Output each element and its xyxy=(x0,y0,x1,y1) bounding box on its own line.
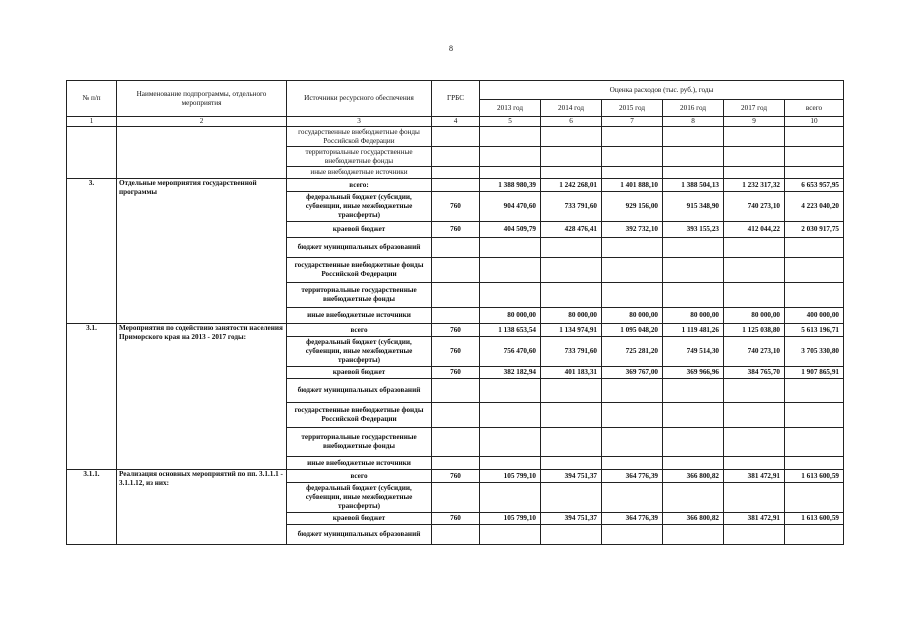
source-cell: иные внебюджетные источники xyxy=(287,457,432,470)
value-cell xyxy=(541,283,602,308)
value-cell xyxy=(663,379,724,403)
value-cell: 80 000,00 xyxy=(480,308,541,324)
source-cell: территориальные государственные внебюджетные фонды xyxy=(287,147,432,167)
value-cell xyxy=(785,258,844,283)
column-number: 10 xyxy=(785,117,844,127)
budget-table xyxy=(66,80,844,545)
value-cell xyxy=(724,403,785,428)
value-cell xyxy=(480,428,541,457)
source-cell: государственные внебюджетные фонды Российской Федерации xyxy=(287,127,432,147)
column-number: 2 xyxy=(117,117,287,127)
value-cell: 364 776,39 xyxy=(602,470,663,483)
value-cell: 1 134 974,91 xyxy=(541,324,602,337)
header-year: 2014 год xyxy=(541,100,602,117)
grbs-cell xyxy=(432,147,480,167)
value-cell xyxy=(480,379,541,403)
table-row xyxy=(67,470,844,483)
column-number: 3 xyxy=(287,117,432,127)
value-cell xyxy=(602,483,663,513)
source-cell: краевой бюджет xyxy=(287,367,432,379)
value-cell xyxy=(602,238,663,258)
item-name: Реализация основных мероприятий по пп. 3.1.1.1 - 3.1.1.12, из них: xyxy=(117,470,287,545)
item-number: 3.1.1. xyxy=(67,470,117,545)
value-cell: 740 273,10 xyxy=(724,337,785,367)
source-cell: иные внебюджетные источники xyxy=(287,167,432,179)
value-cell xyxy=(724,525,785,545)
value-cell xyxy=(541,483,602,513)
value-cell: 1 125 038,80 xyxy=(724,324,785,337)
value-cell xyxy=(663,283,724,308)
value-cell: 394 751,37 xyxy=(541,513,602,525)
source-cell: федеральный бюджет (субсидии, субвенции, иные межбюджетные трансферты) xyxy=(287,337,432,367)
value-cell xyxy=(602,379,663,403)
value-cell: 733 791,60 xyxy=(541,192,602,222)
source-cell: всего xyxy=(287,470,432,483)
value-cell xyxy=(724,457,785,470)
value-cell: 1 907 865,91 xyxy=(785,367,844,379)
value-cell: 3 705 330,80 xyxy=(785,337,844,367)
grbs-cell xyxy=(432,379,480,403)
grbs-cell xyxy=(432,457,480,470)
value-cell xyxy=(785,428,844,457)
item-number: 3. xyxy=(67,179,117,324)
value-cell xyxy=(602,525,663,545)
value-cell: 1 095 048,20 xyxy=(602,324,663,337)
value-cell xyxy=(602,283,663,308)
value-cell xyxy=(480,147,541,167)
value-cell: 915 348,90 xyxy=(663,192,724,222)
grbs-cell: 760 xyxy=(432,324,480,337)
value-cell: 393 155,23 xyxy=(663,222,724,238)
grbs-cell: 760 xyxy=(432,513,480,525)
value-cell xyxy=(663,483,724,513)
grbs-cell xyxy=(432,167,480,179)
value-cell xyxy=(724,379,785,403)
value-cell xyxy=(541,428,602,457)
value-cell: 904 470,60 xyxy=(480,192,541,222)
value-cell: 400 000,00 xyxy=(785,308,844,324)
grbs-cell xyxy=(432,258,480,283)
value-cell xyxy=(541,147,602,167)
value-cell xyxy=(785,147,844,167)
value-cell xyxy=(785,379,844,403)
value-cell xyxy=(480,403,541,428)
value-cell: 369 767,00 xyxy=(602,367,663,379)
value-cell xyxy=(663,428,724,457)
value-cell xyxy=(602,147,663,167)
value-cell: 6 653 957,95 xyxy=(785,179,844,192)
value-cell: 1 119 481,26 xyxy=(663,324,724,337)
header-sources: Источники ресурсного обеспечения xyxy=(287,81,432,117)
table-row xyxy=(67,179,844,192)
column-number: 1 xyxy=(67,117,117,127)
item-name: Отдельные мероприятия государственной программы xyxy=(117,179,287,324)
value-cell xyxy=(541,238,602,258)
value-cell: 1 401 888,10 xyxy=(602,179,663,192)
value-cell xyxy=(724,283,785,308)
value-cell xyxy=(480,127,541,147)
header-row xyxy=(67,81,844,100)
source-cell: государственные внебюджетные фонды Российской Федерации xyxy=(287,258,432,283)
value-cell xyxy=(541,457,602,470)
value-cell xyxy=(602,258,663,283)
value-cell xyxy=(785,167,844,179)
grbs-cell xyxy=(432,428,480,457)
value-cell: 749 514,30 xyxy=(663,337,724,367)
value-cell xyxy=(602,403,663,428)
grbs-cell: 760 xyxy=(432,470,480,483)
value-cell: 369 966,96 xyxy=(663,367,724,379)
header-year-total: всего xyxy=(785,100,844,117)
value-cell: 382 182,94 xyxy=(480,367,541,379)
value-cell xyxy=(480,283,541,308)
value-cell xyxy=(541,167,602,179)
value-cell xyxy=(602,457,663,470)
value-cell xyxy=(724,428,785,457)
value-cell xyxy=(724,147,785,167)
value-cell xyxy=(541,525,602,545)
grbs-cell xyxy=(432,127,480,147)
value-cell: 756 470,60 xyxy=(480,337,541,367)
value-cell: 5 613 196,71 xyxy=(785,324,844,337)
column-number-row xyxy=(67,117,844,127)
value-cell xyxy=(663,403,724,428)
header-nn: № п/п xyxy=(67,81,117,117)
value-cell xyxy=(480,167,541,179)
value-cell: 381 472,91 xyxy=(724,513,785,525)
value-cell: 1 232 317,32 xyxy=(724,179,785,192)
column-number: 8 xyxy=(663,117,724,127)
value-cell: 412 044,22 xyxy=(724,222,785,238)
value-cell xyxy=(480,525,541,545)
value-cell xyxy=(541,379,602,403)
grbs-cell xyxy=(432,238,480,258)
value-cell: 80 000,00 xyxy=(724,308,785,324)
source-cell: иные внебюджетные источники xyxy=(287,308,432,324)
value-cell: 392 732,10 xyxy=(602,222,663,238)
value-cell xyxy=(480,258,541,283)
source-cell: краевой бюджет xyxy=(287,513,432,525)
value-cell xyxy=(724,238,785,258)
value-cell xyxy=(663,525,724,545)
value-cell xyxy=(785,127,844,147)
value-cell: 1 613 600,59 xyxy=(785,470,844,483)
value-cell: 105 799,10 xyxy=(480,513,541,525)
value-cell xyxy=(785,525,844,545)
value-cell: 1 138 653,54 xyxy=(480,324,541,337)
value-cell: 1 388 980,39 xyxy=(480,179,541,192)
grbs-cell: 760 xyxy=(432,222,480,238)
value-cell xyxy=(785,483,844,513)
value-cell xyxy=(724,483,785,513)
value-cell xyxy=(785,457,844,470)
value-cell: 381 472,91 xyxy=(724,470,785,483)
header-year: 2013 год xyxy=(480,100,541,117)
grbs-cell xyxy=(432,179,480,192)
value-cell xyxy=(724,167,785,179)
source-cell: бюджет муниципальных образований xyxy=(287,238,432,258)
value-cell: 366 800,82 xyxy=(663,513,724,525)
value-cell: 929 156,00 xyxy=(602,192,663,222)
header-year: 2015 год xyxy=(602,100,663,117)
column-number: 6 xyxy=(541,117,602,127)
value-cell: 725 281,20 xyxy=(602,337,663,367)
value-cell: 401 183,31 xyxy=(541,367,602,379)
item-number: 3.1. xyxy=(67,324,117,470)
value-cell xyxy=(724,127,785,147)
value-cell xyxy=(541,127,602,147)
value-cell xyxy=(663,457,724,470)
value-cell xyxy=(541,403,602,428)
value-cell xyxy=(480,457,541,470)
value-cell: 80 000,00 xyxy=(541,308,602,324)
value-cell xyxy=(785,283,844,308)
value-cell xyxy=(602,167,663,179)
source-cell: федеральный бюджет (субсидии, субвенции, иные межбюджетные трансферты) xyxy=(287,483,432,513)
value-cell xyxy=(541,258,602,283)
value-cell: 364 776,39 xyxy=(602,513,663,525)
header-grbs: ГРБС xyxy=(432,81,480,117)
source-cell: всего xyxy=(287,324,432,337)
table-row xyxy=(67,324,844,337)
grbs-cell xyxy=(432,403,480,428)
value-cell: 740 273,10 xyxy=(724,192,785,222)
source-cell: территориальные государственные внебюджетные фонды xyxy=(287,428,432,457)
grbs-cell xyxy=(432,308,480,324)
value-cell xyxy=(663,238,724,258)
header-year: 2017 год xyxy=(724,100,785,117)
item-name: Мероприятия по содействию занятости населения Приморского края на 2013 - 2017 годы: xyxy=(117,324,287,470)
value-cell xyxy=(785,238,844,258)
grbs-cell: 760 xyxy=(432,192,480,222)
value-cell: 4 223 040,20 xyxy=(785,192,844,222)
column-number: 9 xyxy=(724,117,785,127)
source-cell: краевой бюджет xyxy=(287,222,432,238)
value-cell xyxy=(602,428,663,457)
value-cell: 394 751,37 xyxy=(541,470,602,483)
value-cell xyxy=(724,258,785,283)
value-cell: 105 799,10 xyxy=(480,470,541,483)
page-number: 8 xyxy=(449,44,453,53)
grbs-cell: 760 xyxy=(432,337,480,367)
grbs-cell xyxy=(432,483,480,513)
value-cell: 2 030 917,75 xyxy=(785,222,844,238)
source-cell: бюджет муниципальных образований xyxy=(287,525,432,545)
value-cell: 404 509,79 xyxy=(480,222,541,238)
table-row xyxy=(67,127,844,147)
value-cell xyxy=(785,403,844,428)
value-cell xyxy=(480,483,541,513)
value-cell: 733 791,60 xyxy=(541,337,602,367)
header-year: 2016 год xyxy=(663,100,724,117)
value-cell: 1 242 268,01 xyxy=(541,179,602,192)
source-cell: бюджет муниципальных образований xyxy=(287,379,432,403)
value-cell: 428 476,41 xyxy=(541,222,602,238)
value-cell xyxy=(480,238,541,258)
value-cell: 80 000,00 xyxy=(602,308,663,324)
header-estimate: Оценка расходов (тыс. руб.), годы xyxy=(480,81,844,100)
grbs-cell xyxy=(432,283,480,308)
column-number: 4 xyxy=(432,117,480,127)
value-cell: 366 800,82 xyxy=(663,470,724,483)
value-cell xyxy=(663,258,724,283)
value-cell xyxy=(663,147,724,167)
nn-cell xyxy=(67,127,117,179)
value-cell xyxy=(602,127,663,147)
value-cell xyxy=(663,167,724,179)
value-cell xyxy=(663,127,724,147)
value-cell: 80 000,00 xyxy=(663,308,724,324)
value-cell: 1 613 600,59 xyxy=(785,513,844,525)
source-cell: всего: xyxy=(287,179,432,192)
value-cell: 384 765,70 xyxy=(724,367,785,379)
header-name: Наименование подпрограммы, отдельного мероприятия xyxy=(117,81,287,117)
column-number: 5 xyxy=(480,117,541,127)
grbs-cell xyxy=(432,525,480,545)
name-cell xyxy=(117,127,287,179)
source-cell: федеральный бюджет (субсидии, субвенции, иные межбюджетные трансферты) xyxy=(287,192,432,222)
value-cell: 1 388 504,13 xyxy=(663,179,724,192)
source-cell: территориальные государственные внебюджетные фонды xyxy=(287,283,432,308)
source-cell: государственные внебюджетные фонды Российской Федерации xyxy=(287,403,432,428)
column-number: 7 xyxy=(602,117,663,127)
grbs-cell: 760 xyxy=(432,367,480,379)
